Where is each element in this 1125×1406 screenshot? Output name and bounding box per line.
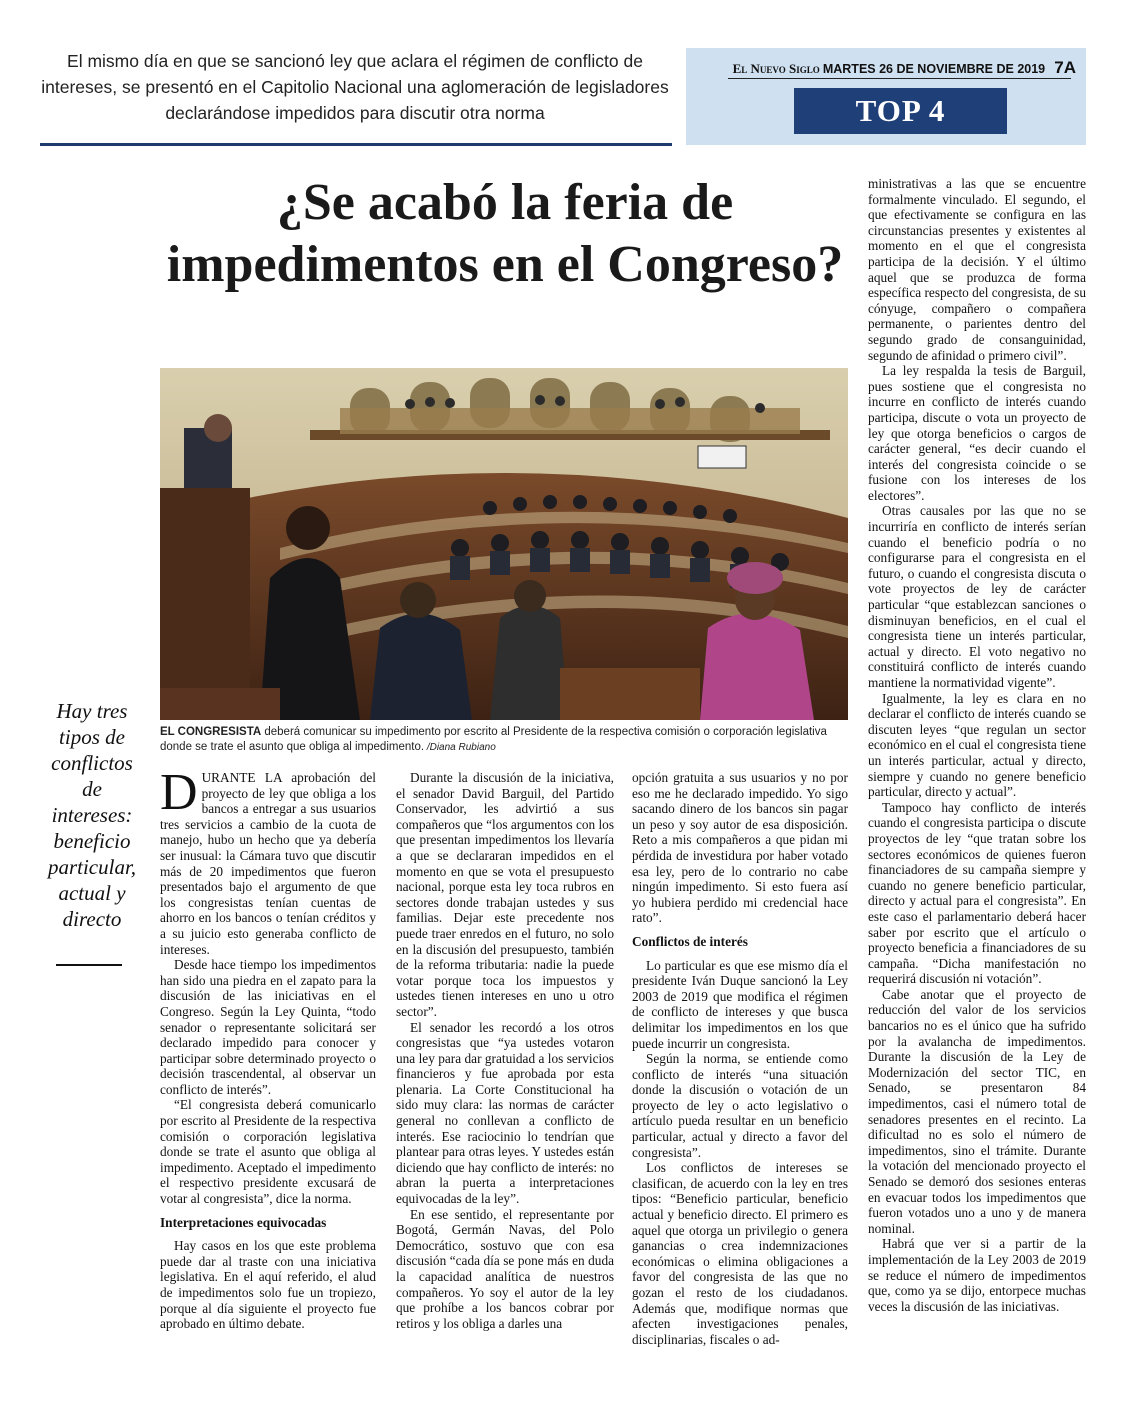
masthead-rule (728, 78, 1071, 79)
body-paragraph: “El congresista deberá comunicarlo por escrito al Presidente de la respectiva comisión o corporación legislativa donde se trate el asunto que obliga al impedimento. Aceptado el impedimento el respectivo presidente excusará de votar al congresista”, dice la norma. (160, 1097, 376, 1207)
masthead (686, 58, 1076, 78)
body-paragraph: Lo particular es que ese mismo día el presidente Iván Duque sancionó la Ley 2003 de 2019 que modifica el régimen de conflicto de intereses y que busca delimitar los impedimentos en los que puede incurrir un congresista. (632, 957, 848, 1051)
article-deck: El mismo día en que se sancionó ley que aclara el régimen de conflicto de intereses, se presentó en el Capitolio Nacional una aglomeración de legisladores declarándose impedidos para discutir otra norma (41, 51, 669, 123)
caption-lead: EL CONGRESISTA (160, 726, 262, 738)
subheading: Interpretaciones equivocadas (160, 1214, 327, 1230)
body-paragraph: Durante la discusión de la iniciativa, el senador David Barguil, del Partido Conservador, les advirtió a sus compañeros que “los argumentos con los que presentan impedimentos los llevaría a que se declararan impedidos en el momento en que se vota el presupuesto nacional, porque esta ley toca rubros en sectores donde trabajan ustedes y sus familias. Dejar este precedente nos puede traer enredos en el futuro, no solo en la discusión del presupuesto, también de la reforma tributaria: nadie la puede votar porque toca los impuestos y ustedes tienen intereses en uno u otro sector”. (396, 770, 614, 1019)
pull-quote-rule (56, 964, 122, 966)
caption-text: deberá comunicar su impedimento por escrito al Presidente de la respectiva comisión o corporación legislativa donde se trate el asunto que obliga al impedimento. (160, 726, 827, 753)
article-column-2 (396, 770, 614, 1331)
congress-photo (160, 368, 848, 720)
body-paragraph: opción gratuita a sus usuarios y no por eso me he declarado impedido. Yo sigo sacando dinero de los bancos sin pagar un peso y soy autor de esa disposición. Reto a mis compañeros a que pidan mi pérdida de investidura por haber votado esa ley, pero de lo contrario no cabe ningún impedimento. Si esto fuera así yo hubiera perdido mi credencial hace rato”. (632, 770, 848, 926)
deck-divider (40, 143, 672, 146)
body-paragraph: ministrativas a las que se encuentre formalmente vinculado. El segundo, el que efectivamente se configura en las circunstancias presentes y existentes al momento en el que el congresista participa de la decisión. Y el último aquel que se produzca de forma específica respecto del congresista, de su cónyuge, compañero o compañera permanente, o parientes dentro del segundo grado de consanguinidad, segundo de afinidad o primero civil”. (868, 176, 1086, 363)
photo-caption (160, 725, 850, 755)
body-paragraph: Tampoco hay conflicto de interés cuando el congresista participa o discute proyectos de ley “que tratan sobre los sectores económicos de quienes fueron financiadores de su campaña siempre y cuando no genere beneficio particular, directo y actual para el congresista”. En este caso el parlamentario deberá hacer saber por escrito que el artículo o proyecto beneficia a financiadores de su campaña. “Dicha manifestación no requerirá discusión ni votación”. (868, 799, 1086, 987)
body-paragraph: El senador les recordó a los otros congresistas que “ya ustedes votaron una ley para dar gratuidad a los servicios financieros y fue aprobada por esta plenaria. La Corte Constitucional ha sido muy clara: las normas de carácter general no conllevan a conflicto de interés. Ese raciocinio lo tendrían que plantear para otras leyes. Y ustedes están diciendo que hay conflicto de interés: no abran la puerta a interpretaciones equivocadas de la ley”. (396, 1019, 614, 1207)
subheading: Conflictos de interés (632, 933, 748, 949)
body-paragraph: Según la norma, se entiende como conflicto de interés “una situación donde la discusión o votación de un proyecto de ley o acto legislativo o artículo pueda resultar en un beneficio particular, actual y directo a favor del congresista”. (632, 1051, 848, 1160)
issue-date: MARTES 26 DE NOVIEMBRE DE 2019 (822, 62, 1046, 76)
body-paragraph: Los conflictos de intereses se clasifican, de acuerdo con la ley en tres tipos: “Beneficio particular, beneficio actual y beneficio directo. El primero es aquel que otorga un privilegio o genera ganancias o crea indemnizaciones económicas o elimina obligaciones a favor del congresista de las que no gozan el resto de los ciudadanos. Además que, modifique normas que afecten investigaciones penales, disciplinarias, fiscales o ad- (632, 1160, 848, 1347)
body-paragraph: Habrá que ver si a partir de la implementación de la Ley 2003 de 2019 se reduce el número de impedimentos que, como ya se dijo, entorpece muchas veces la discusión de las iniciativas. (868, 1236, 1086, 1314)
body-paragraph: Otras causales por las que no se incurriría en conflicto de interés serían cuando el beneficio podría o no configurarse para el congresista en el futuro, o cuando el congresista discuta o vote proyectos de ley de carácter particular “que establezcan sanciones o disminuyan beneficios, en el cual el congresista tiene un interés particular, actual y directo. El voto negativo no constituirá conflicto de interés cuando mantiene la normatividad vigente”. (868, 503, 1086, 690)
page-number: 7A (1054, 58, 1076, 77)
pull-quote: Hay tres tipos de conflictos de intereses: beneficio particular, actual y directo (47, 699, 137, 931)
section-badge: TOP 4 (794, 88, 1007, 134)
body-paragraph: Igualmente, la ley es clara en no declarar el conflicto de interés cuando se discuten leyes “que regulan un sector económico en el cual el congresista tiene un interés particular, actual y directo, siempre y cuando no genere beneficio particular, directo y actual”. (868, 690, 1086, 800)
drop-cap: D (160, 764, 198, 821)
article-column-3 (632, 770, 848, 1347)
body-paragraph: Desde hace tiempo los impedimentos han sido una piedra en el zapato para la discusión de las iniciativas en el Congreso. Según la Ley Quinta, “todo senador o representante solicitará ser declarado impedido para conocer y participar sobre determinado proyecto o decisión trascendental, al observar un conflicto de interés”. (160, 957, 376, 1097)
body-paragraph: En ese sentido, el representante por Bogotá, Germán Navas, del Polo Democrático, sostuvo que con esa discusión “cada día se pone más en duda la capacidad analítica de nuestros compañeros. Yo soy el autor de la ley que prohíbe a los bancos cobrar por retiros y los obliga a darles una (396, 1206, 614, 1331)
article-column-1 (160, 764, 376, 1332)
headline: ¿Se acabó la feria de impedimentos en el Congreso? (166, 174, 844, 293)
body-paragraph: Cabe anotar que el proyecto de reducción del valor de los servicios bancarios no es el único que ha sufrido por la avalancha de impedimentos. Durante la discusión de la Ley de Modernización del sector TIC, en Senado, se presentaron 84 impedimentos, casi el número total de senadores presentes en el recinto. La dificultad no es solo el número de impedimentos, sino el trámite. Durante la votación del mencionado proyecto el Senado se demoró dos sesiones enteras en evacuar todos los impedimentos que fueron votados uno a uno y de manera nominal. (868, 986, 1086, 1236)
body-paragraph: La ley respalda la tesis de Barguil, pues sostiene que el congresista no incurre en conflicto de interés cuando participa, discute o vota un proyecto de ley que otorga beneficios o cargos de carácter general, “es decir cuando el interés del congresista coincide o se fusione con los intereses de los electores”. (868, 363, 1086, 503)
newspaper-name: El Nuevo Siglo (732, 61, 820, 76)
photo-credit: /Diana Rubiano (424, 742, 496, 753)
body-paragraph: DURANTE LA aprobación del proyecto de ley que obliga a los bancos a entregar a sus usuarios tres servicios a cambio de la cuota de manejo, hubo un hecho que ya debería ser inusual: la Cámara tuvo que discutir más de 20 impedimentos que fueron presentados bajo el argumento de que los congresistas tenían cuentas de ahorro en los bancos o tenían créditos y a su juicio esto generaba conflicto de intereses. (160, 764, 376, 957)
body-paragraph: Hay casos en los que este problema puede dar al traste con una iniciativa legislativa. En el aquí referido, el alud de impedimentos solo fue un tropiezo, porque al día siguiente el proyecto fue aprobado en último debate. (160, 1238, 376, 1332)
article-column-4 (868, 176, 1086, 1314)
